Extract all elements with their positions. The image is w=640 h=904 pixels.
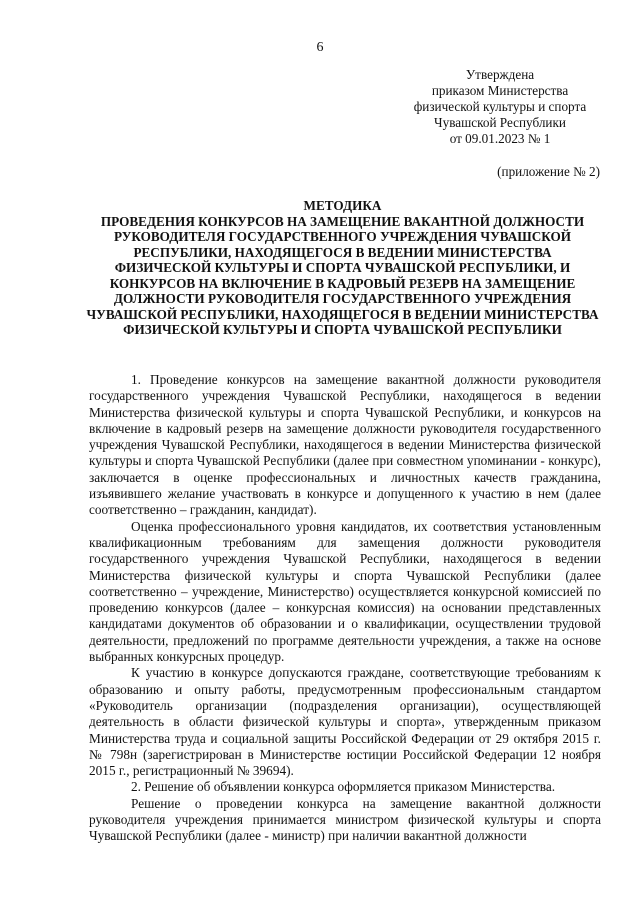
document-title bbox=[85, 198, 600, 338]
paragraph: Оценка профессионального уровня кандидатов, их соответствия установленным квалификационным требованиям для замещения должности руководителя государственного учреждения Чувашской Республики, находящегося в ведении Министерства физической культуры и спорта Чувашской Республики (далее соответственно – учреждение, Министерство) осуществляется конкурсной комиссией по проведению конкурсов (далее – конкурсная комиссия) на основании представленных кандидатами документов об образовании и о квалификации, осуществлении трудовой деятельности, предложений по программе деятельности учреждения, а также на основе выбранных конкурсных процедур. bbox=[89, 518, 601, 665]
approval-line: Утверждена bbox=[465, 67, 535, 82]
title-heading: МЕТОДИКА bbox=[303, 198, 382, 213]
approval-line: приказом Министерства bbox=[431, 83, 569, 98]
paragraph: Решение о проведении конкурса на замещение вакантной должности руководителя учреждения принимается министром физической культуры и спорта Чувашской Республики (далее - министр) при наличии вакантной должности bbox=[89, 795, 601, 844]
approval-line: от 09.01.2023 № 1 bbox=[449, 131, 551, 146]
title-text: ПРОВЕДЕНИЯ КОНКУРСОВ НА ЗАМЕЩЕНИЕ ВАКАНТНОЙ ДОЛЖНОСТИ РУКОВОДИТЕЛЯ ГОСУДАРСТВЕННОГО УЧРЕЖДЕНИЯ ЧУВАШСКОЙ РЕСПУБЛИКИ, НАХОДЯЩЕГОСЯ В ВЕДЕНИИ МИНИСТЕРСТВА ФИЗИЧЕСКОЙ КУЛЬТУРЫ И СПОРТА ЧУВАШСКОЙ РЕСПУБЛИКИ, И КОНКУРСОВ НА ВКЛЮЧЕНИЕ В КАДРОВЫЙ РЕЗЕРВ НА ЗАМЕЩЕНИЕ ДОЛЖНОСТИ РУКОВОДИТЕЛЯ ГОСУДАРСТВЕННОГО УЧРЕЖДЕНИЯ ЧУВАШСКОЙ РЕСПУБЛИКИ, НАХОДЯЩЕГОСЯ В ВЕДЕНИИ МИНИСТЕРСТВА ФИЗИЧЕСКОЙ КУЛЬТУРЫ И СПОРТА ЧУВАШСКОЙ РЕСПУБЛИКИ bbox=[86, 213, 599, 337]
document-body bbox=[89, 372, 601, 845]
approval-line: Чувашской Республики bbox=[434, 115, 566, 130]
paragraph: 2. Решение об объявлении конкурса оформляется приказом Министерства. bbox=[131, 779, 556, 795]
approval-stamp bbox=[400, 67, 600, 147]
annex-label: (приложение № 2) bbox=[497, 164, 600, 179]
paragraph: К участию в конкурсе допускаются граждане, соответствующие требованиям к образованию и опыту работы, предусмотренным профессиональным стандартом «Руководитель организации (подразделения организации), осуществляющей деятельность в области физической культуры и спорта», утвержденным приказом Министерства труда и социальной защиты Российской Федерации от 29 октября 2015 г. № 798н (зарегистрирован в Министерстве юстиции Российской Федерации 12 ноября 2015 г., регистрационный № 39694). bbox=[89, 665, 601, 779]
page-number: 6 bbox=[316, 40, 324, 55]
approval-line: физической культуры и спорта bbox=[413, 99, 587, 114]
paragraph: 1. Проведение конкурсов на замещение вакантной должности руководителя государственного учреждения Чувашской Республики, находящегося в ведении Министерства физической культуры и спорта Чувашской Республики, и конкурсов на включение в кадровый резерв на замещение должности руководителя государственного учреждения Чувашской Республики, находящегося в ведении Министерства физической культуры и спорта Чувашской Республики (далее при совместном упоминании - конкурс), заключается в оценке профессиональных и личностных качеств гражданина, изъявившего желание участвовать в конкурсе и допущенного к участию в нем (далее соответственно – гражданин, кандидат). bbox=[89, 372, 601, 518]
